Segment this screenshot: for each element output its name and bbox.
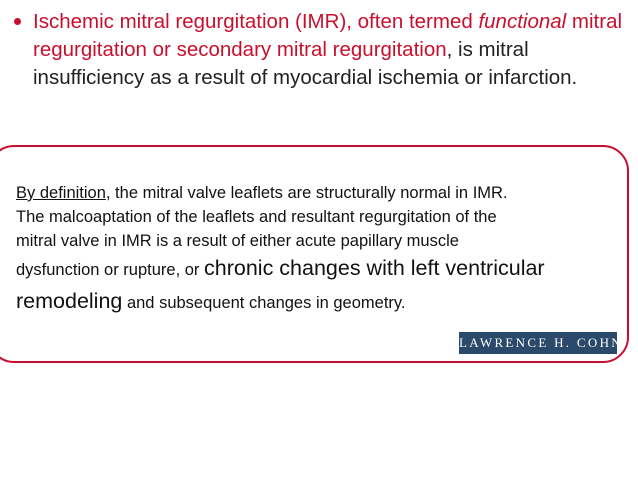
intro-bullet xyxy=(8,8,628,92)
bullet-dot-icon xyxy=(14,18,21,25)
intro-bullet-text xyxy=(33,8,628,92)
definition-callout-text xyxy=(16,181,626,319)
callout-line-4-big: chronic changes with left ventricular xyxy=(204,256,545,280)
callout-line-4-small: dysfunction or rupture, or xyxy=(16,261,205,279)
intro-text-part1: Ischemic mitral regurgitation (IMR), often termed xyxy=(33,10,479,33)
callout-line-4 xyxy=(16,253,626,286)
callout-line-1-rest: , the mitral valve leaflets are structurally normal in IMR. xyxy=(105,184,508,202)
author-badge: LAWRENCE H. COHN xyxy=(459,332,617,354)
callout-line-5-big: remodeling xyxy=(16,289,123,313)
intro-text-part4: , is mitral insufficiency as a result of myocardial ischemia or infarction. xyxy=(33,38,578,89)
callout-line-1 xyxy=(16,181,626,205)
callout-line-5 xyxy=(16,286,626,319)
callout-line-2: The malcoaptation of the leaflets and resultant regurgitation of the xyxy=(16,208,497,226)
callout-line-5-small: and subsequent changes in geometry. xyxy=(122,294,406,312)
definition-term: By definition xyxy=(16,184,106,202)
intro-text-italic: functional xyxy=(478,10,567,33)
callout-line-3: mitral valve in IMR is a result of either acute papillary muscle xyxy=(16,232,459,250)
intro-text-part3: mitral regurgitation or secondary mitral regurgitation xyxy=(33,10,623,61)
